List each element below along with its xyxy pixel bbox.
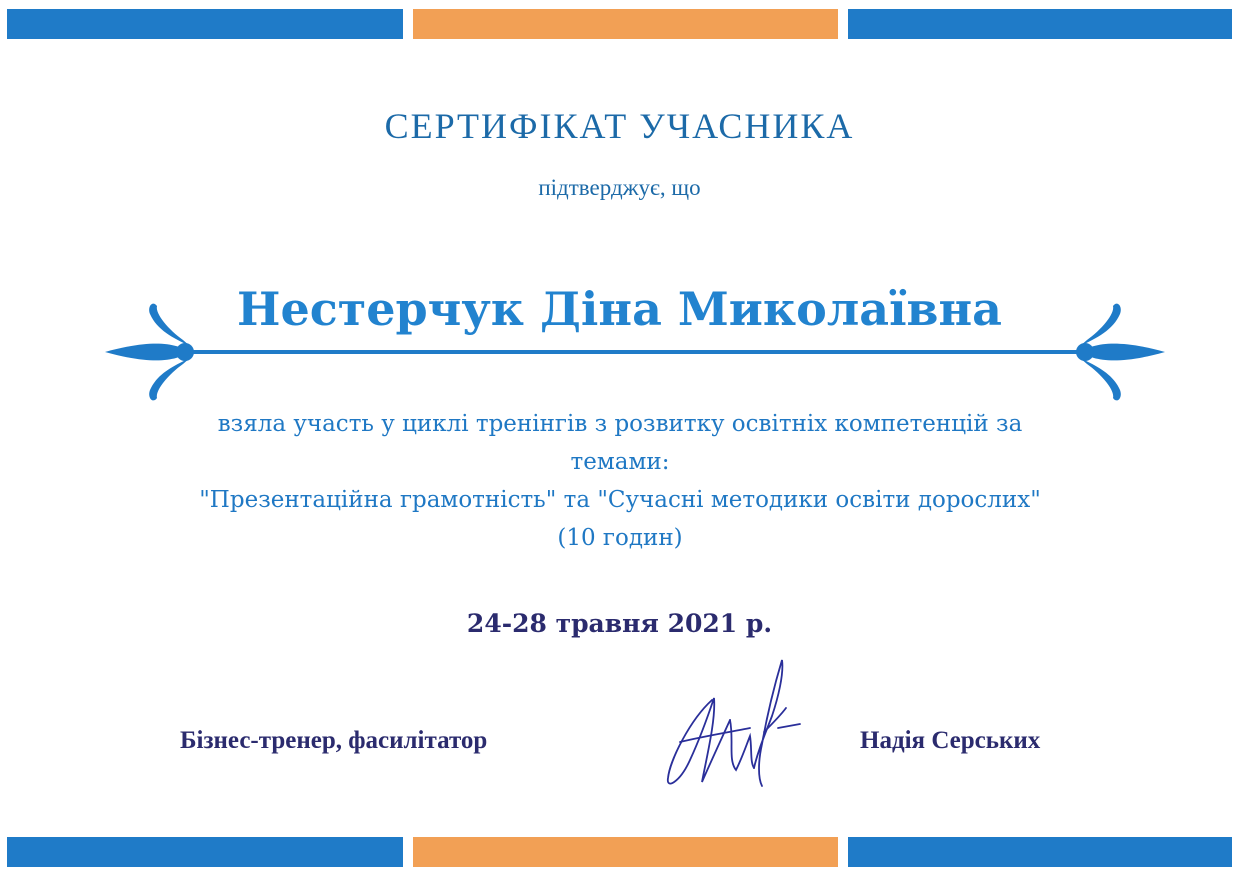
top-band-orange-center [413,9,838,39]
bottom-band-blue-left [7,837,403,867]
bottom-band-orange-center [413,837,838,867]
certificate-title: СЕРТИФІКАТ УЧАСНИКА [384,106,855,146]
handwritten-signature [650,650,810,800]
body-line-3: "Презентаційна грамотність" та "Сучасні методики освіти дорослих" [199,487,1041,513]
signatory-name: Надія Серських [860,727,1041,754]
body-line-1: взяла участь у циклі тренінгів з розвитку освітніх компетенцій за [217,411,1023,437]
signatory-role: Бізнес-тренер, фасилітатор [180,727,488,754]
participant-name: Нестерчук Діна Миколаївна [237,282,1002,336]
top-band-blue-left [7,9,403,39]
body-line-2: темами: [570,449,670,475]
bottom-band-blue-right [848,837,1232,867]
top-band-blue-right [848,9,1232,39]
certificate-body [140,405,1100,557]
training-dates: 24-28 травня 2021 р. [466,609,773,638]
certificate-subtitle: підтверджує, що [538,175,701,200]
body-line-4: (10 годин) [557,525,683,551]
